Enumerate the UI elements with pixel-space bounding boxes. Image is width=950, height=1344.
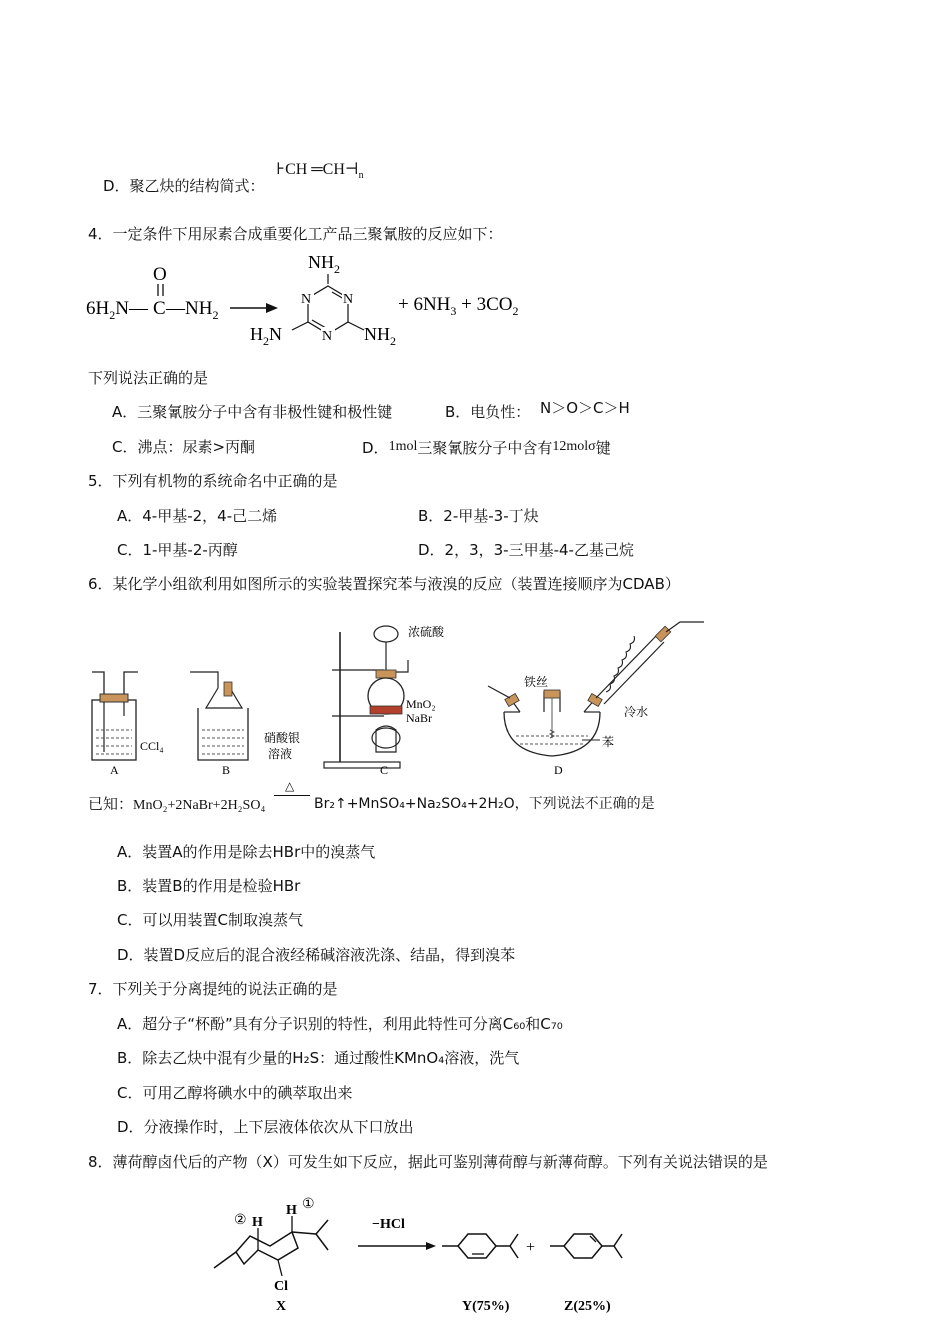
q7-option-b: B．除去乙炔中混有少量的H₂S：通过酸性KMnO₄溶液，洗气 xyxy=(117,1049,520,1067)
x-h-1: H xyxy=(286,1203,297,1218)
y-label: Y(75%) xyxy=(462,1299,510,1314)
apparatus-b xyxy=(190,672,300,777)
q6-known-condition: △ xyxy=(285,779,295,793)
polyacetylene-formula: CH ═CH xyxy=(285,161,345,178)
q4-option-d-mol: 1mol xyxy=(388,439,418,454)
q6-stem: 6．某化学小组欲利用如图所示的实验装置探究苯与液溴的反应（装置连接顺序为CDAB） xyxy=(88,575,680,593)
q6-known xyxy=(88,794,265,816)
apparatus-b-reagent-2: 溶液 xyxy=(268,747,293,761)
q7-option-a: A．超分子“杯酚”具有分子识别的特性，利用此特性可分离C₆₀和C₇₀ xyxy=(117,1015,563,1033)
apparatus-c-reagent-2: NaBr xyxy=(406,711,432,725)
q4-option-c: C．沸点：尿素>丙酮 xyxy=(112,438,256,456)
q8-stem: 8．薄荷醇卤代后的产物（X）可发生如下反应，据此可鉴别薄荷醇与新薄荷醇。下列有关说法错误的是 xyxy=(88,1153,768,1171)
urea-left: $6H_2N—$ xyxy=(86,298,148,322)
z-label: Z(25%) xyxy=(564,1299,611,1314)
q4-option-d-end: 键 xyxy=(595,439,611,457)
compound-x xyxy=(214,1197,328,1314)
q3-option-d-label: D．聚乙炔的结构简式： xyxy=(103,177,265,195)
q6-option-d: D．装置D反应后的混合液经稀碱溶液洗涤、结晶，得到溴苯 xyxy=(117,946,516,964)
q4-ask: 下列说法正确的是 xyxy=(88,369,209,387)
reaction-products: + $6NH_3 + 3CO_2$ xyxy=(398,294,519,318)
q7-stem: 7．下列关于分离提纯的说法正确的是 xyxy=(88,980,338,998)
x-cl: Cl xyxy=(274,1279,288,1294)
q6-known-left: MnO₂+2NaBr+2H₂SO₄ xyxy=(133,798,266,813)
q7-option-d: D．分液操作时，上下层液体依次从下口放出 xyxy=(117,1118,414,1136)
melamine-reaction-figure xyxy=(80,248,550,358)
q4-option-a: A．三聚氰胺分子中含有非极性键和极性键 xyxy=(112,403,393,421)
x-circle-1: ① xyxy=(302,1197,315,1212)
apparatus-figure xyxy=(84,612,714,780)
urea-right: $—NH_2$ xyxy=(166,298,219,322)
apparatus-c xyxy=(324,624,445,777)
q6-known-arrow xyxy=(274,795,310,796)
polymer-n: n xyxy=(358,170,364,182)
apparatus-b-reagent-1: 硝酸银 xyxy=(264,731,301,745)
apparatus-d-water: 冷水 xyxy=(624,705,649,719)
ring-n-left: N xyxy=(301,292,312,307)
apparatus-c-acid: 浓硫酸 xyxy=(408,625,445,639)
q5-stem: 5．下列有机物的系统命名中正确的是 xyxy=(88,472,338,490)
q6-known-right: Br₂↑+MnSO₄+Na₂SO₄+2H₂O，下列说法不正确的是 xyxy=(314,796,655,812)
apparatus-c-label: C xyxy=(380,763,389,777)
q4-option-b-label: B．电负性： xyxy=(445,403,531,421)
x-circle-2: ② xyxy=(234,1213,247,1228)
q5-option-d: D．2，3，3-三甲基-4-乙基己烷 xyxy=(418,541,634,559)
melamine-nh2-right: $NH_2$ xyxy=(364,324,396,348)
ring-n-bottom: N xyxy=(322,329,333,344)
urea-oxygen: O xyxy=(153,264,167,285)
apparatus-d-benzene: 苯 xyxy=(602,735,615,749)
q6-option-a: A．装置A的作用是除去HBr中的溴蒸气 xyxy=(117,843,376,861)
q6-option-c: C．可以用装置C制取溴蒸气 xyxy=(117,911,303,929)
plus-sign: + xyxy=(526,1239,536,1256)
menthyl-chloride-reaction-figure xyxy=(200,1190,640,1314)
apparatus-a-label: A xyxy=(110,763,119,777)
q4-option-d-label: D． xyxy=(362,439,389,457)
melamine-h2n-left: $H_2N$ xyxy=(250,324,282,348)
q5-option-a: A．4-甲基-2，4-己二烯 xyxy=(117,507,278,525)
apparatus-d-wire: 铁丝 xyxy=(524,675,549,689)
q4-stem: 4．一定条件下用尿素合成重要化工产品三聚氰胺的反应如下： xyxy=(88,225,503,243)
q3-option-d-formula: ⊦CH $═CH⊣_n$ xyxy=(276,161,364,182)
q4-option-d-mid: 三聚氰胺分子中含有 xyxy=(417,439,553,457)
apparatus-a-reagent: CCl₄ xyxy=(140,739,164,753)
urea-carbon: C xyxy=(153,298,166,319)
x-h-2: H xyxy=(252,1215,263,1230)
apparatus-b-label: B xyxy=(222,763,231,777)
elimination-label: −HCl xyxy=(372,1217,405,1232)
q6-known-label: 已知： xyxy=(88,795,134,813)
q4-option-b-value: N＞O＞C＞H xyxy=(540,399,630,417)
q4-option-d-sigma: 12molσ xyxy=(552,439,596,454)
apparatus-c-reagent-1: MnO₂ xyxy=(406,697,436,711)
q5-option-b: B．2-甲基-3-丁炔 xyxy=(418,507,539,525)
q7-option-c: C．可用乙醇将碘水中的碘萃取出来 xyxy=(117,1084,353,1102)
q5-option-c: C．1-甲基-2-丙醇 xyxy=(117,541,238,559)
apparatus-d xyxy=(488,622,704,777)
q6-option-b: B．装置B的作用是检验HBr xyxy=(117,877,301,895)
compound-y xyxy=(442,1234,518,1314)
apparatus-a xyxy=(92,672,164,777)
melamine-nh2-top: $NH_2$ xyxy=(308,252,340,276)
apparatus-d-label: D xyxy=(554,763,563,777)
ring-n-right: N xyxy=(343,292,354,307)
q4-option-d xyxy=(362,437,611,458)
compound-z xyxy=(550,1234,622,1314)
x-label: X xyxy=(276,1299,287,1314)
